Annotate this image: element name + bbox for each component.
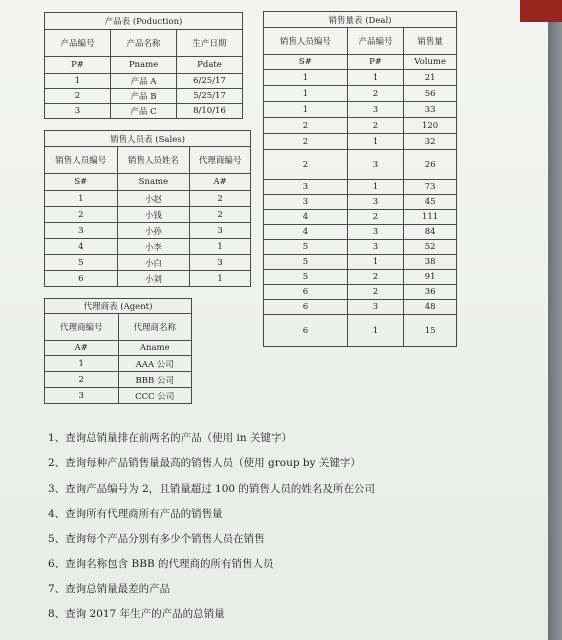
table-row [45, 104, 243, 119]
table-cell: 2 [264, 118, 348, 134]
table-cell: 32 [404, 134, 457, 150]
table-cell: 2 [347, 285, 403, 300]
table-cell: 1 [190, 239, 251, 255]
table-cell: 2 [347, 210, 403, 225]
table-cell: 45 [404, 195, 457, 210]
table-cell: 36 [404, 285, 457, 300]
table-cell: 2 [45, 372, 119, 388]
table-header-cell: 代理商编号 [190, 147, 251, 174]
table-cell: 3 [45, 223, 118, 239]
table-cell: 产品 C [111, 104, 177, 119]
table-cell: 5 [264, 255, 348, 270]
product-table-caption: 产品表 (Poduction) [45, 13, 243, 30]
table-cell: 3 [347, 195, 403, 210]
table-row [264, 270, 457, 285]
table-cell: 1 [45, 74, 111, 89]
table-cell: 1 [264, 70, 348, 86]
table-row [264, 118, 457, 134]
table-header-cell: 代理商编号 [45, 314, 119, 341]
table-row [45, 356, 192, 372]
table-cell: 小赵 [117, 191, 190, 207]
table-cell: 3 [45, 104, 111, 119]
deal-table [263, 11, 457, 347]
table-cell: 3 [190, 255, 251, 271]
table-cell: 小李 [117, 239, 190, 255]
table-row [264, 255, 457, 270]
table-cell: 6 [264, 300, 348, 315]
table-row [45, 207, 251, 223]
table-cell: 4 [264, 225, 348, 240]
table-cell: 小刘 [117, 271, 190, 287]
table-row [45, 239, 251, 255]
table-row [45, 271, 251, 287]
table-row [45, 191, 251, 207]
table-cell: 26 [404, 150, 457, 180]
table-row [264, 70, 457, 86]
sales-table [44, 130, 251, 287]
table-cell: 2 [190, 191, 251, 207]
table-cell: 1 [347, 180, 403, 195]
table-field-cell: Pname [111, 57, 177, 74]
page-edge-shadow [548, 0, 562, 640]
table-cell: 1 [45, 356, 119, 372]
table-header-cell: 生产日期 [177, 30, 243, 57]
table-row [45, 223, 251, 239]
agent-table [44, 298, 192, 404]
table-field-cell: P# [347, 55, 403, 70]
table-cell: 2 [347, 118, 403, 134]
table-cell: 5 [264, 270, 348, 285]
table-row [264, 315, 457, 347]
question-item: 7、查询总销量最差的产品 [48, 583, 171, 595]
table-cell: 15 [404, 315, 457, 347]
table-cell: 3 [45, 388, 119, 404]
table-cell: 3 [347, 240, 403, 255]
table-row [264, 300, 457, 315]
table-cell: 56 [404, 86, 457, 102]
table-cell: 小白 [117, 255, 190, 271]
table-cell: 2 [347, 270, 403, 285]
table-cell: 1 [264, 102, 348, 118]
question-item: 4、查询所有代理商所有产品的销售量 [48, 508, 223, 520]
table-field-cell: P# [45, 57, 111, 74]
table-cell: 6 [264, 285, 348, 300]
table-cell: 4 [45, 239, 118, 255]
deal-table-caption: 销售量表 (Deal) [264, 12, 457, 28]
table-cell: 1 [347, 70, 403, 86]
table-cell: 2 [264, 150, 348, 180]
table-cell: 3 [347, 150, 403, 180]
table-row [264, 86, 457, 102]
table-cell: 73 [404, 180, 457, 195]
table-cell: 2 [45, 89, 111, 104]
table-header-cell: 销售人员编号 [45, 147, 118, 174]
table-cell: 小钱 [117, 207, 190, 223]
table-cell: 3 [347, 102, 403, 118]
table-cell: 3 [190, 223, 251, 239]
table-cell: 33 [404, 102, 457, 118]
table-cell: AAA 公司 [118, 356, 192, 372]
table-row [264, 150, 457, 180]
table-cell: 3 [264, 180, 348, 195]
table-cell: 3 [264, 195, 348, 210]
table-cell: 8/10/16 [177, 104, 243, 119]
background-object [520, 0, 562, 22]
table-field-cell: Pdate [177, 57, 243, 74]
table-field-cell: A# [45, 341, 119, 356]
table-cell: 52 [404, 240, 457, 255]
table-header-cell: 代理商名称 [118, 314, 192, 341]
table-cell: BBB 公司 [118, 372, 192, 388]
question-item: 3、查询产品编号为 2，且销量超过 100 的销售人员的姓名及所在公司 [48, 483, 375, 495]
table-row [45, 372, 192, 388]
table-row [264, 102, 457, 118]
table-cell: 6 [45, 271, 118, 287]
table-header-cell: 产品编号 [45, 30, 111, 57]
question-item: 8、查询 2017 年生产的产品的总销量 [48, 608, 225, 620]
table-cell: 5/25/17 [177, 89, 243, 104]
table-row [45, 89, 243, 104]
question-item: 2、查询每种产品销售量最高的销售人员（使用 group by 关键字） [48, 457, 361, 469]
table-cell: 产品 A [111, 74, 177, 89]
table-field-cell: S# [45, 174, 118, 191]
sales-table-caption: 销售人员表 (Sales) [45, 131, 251, 147]
table-row [45, 255, 251, 271]
table-cell: 4 [264, 210, 348, 225]
table-cell: 1 [190, 271, 251, 287]
question-item: 5、查询每个产品分别有多少个销售人员在销售 [48, 533, 265, 545]
table-cell: 5 [45, 255, 118, 271]
table-row [264, 180, 457, 195]
table-cell: 21 [404, 70, 457, 86]
table-cell: 1 [45, 191, 118, 207]
table-field-cell: Sname [117, 174, 190, 191]
product-table [44, 12, 243, 119]
table-cell: 91 [404, 270, 457, 285]
table-cell: 1 [347, 255, 403, 270]
agent-table-caption: 代理商表 (Agent) [45, 299, 192, 314]
table-field-cell: S# [264, 55, 348, 70]
table-row [45, 74, 243, 89]
table-row [264, 134, 457, 150]
table-row [264, 210, 457, 225]
table-header-cell: 销售人员姓名 [117, 147, 190, 174]
table-cell: 2 [264, 134, 348, 150]
question-item: 1、查询总销量排在前两名的产品（使用 in 关键字） [48, 432, 292, 444]
table-cell: 1 [347, 315, 403, 347]
table-field-cell: A# [190, 174, 251, 191]
table-header-cell: 销售人员编号 [264, 28, 348, 55]
table-field-cell: Volume [404, 55, 457, 70]
table-cell: 1 [264, 86, 348, 102]
table-cell: 120 [404, 118, 457, 134]
table-cell: 6 [264, 315, 348, 347]
table-cell: 2 [190, 207, 251, 223]
table-cell: 38 [404, 255, 457, 270]
table-row [264, 225, 457, 240]
table-cell: 2 [347, 86, 403, 102]
table-row [264, 285, 457, 300]
table-field-cell: Aname [118, 341, 192, 356]
table-row [264, 240, 457, 255]
table-cell: 2 [45, 207, 118, 223]
table-cell: CCC 公司 [118, 388, 192, 404]
table-row [45, 388, 192, 404]
table-cell: 小孙 [117, 223, 190, 239]
table-cell: 84 [404, 225, 457, 240]
table-header-cell: 产品名称 [111, 30, 177, 57]
table-cell: 111 [404, 210, 457, 225]
table-cell: 3 [347, 225, 403, 240]
table-row [264, 195, 457, 210]
table-cell: 5 [264, 240, 348, 255]
table-header-cell: 销售量 [404, 28, 457, 55]
table-cell: 48 [404, 300, 457, 315]
question-item: 6、查询名称包含 BBB 的代理商的所有销售人员 [48, 558, 274, 570]
table-cell: 6/25/17 [177, 74, 243, 89]
table-cell: 1 [347, 134, 403, 150]
table-header-cell: 产品编号 [347, 28, 403, 55]
table-cell: 3 [347, 300, 403, 315]
table-cell: 产品 B [111, 89, 177, 104]
